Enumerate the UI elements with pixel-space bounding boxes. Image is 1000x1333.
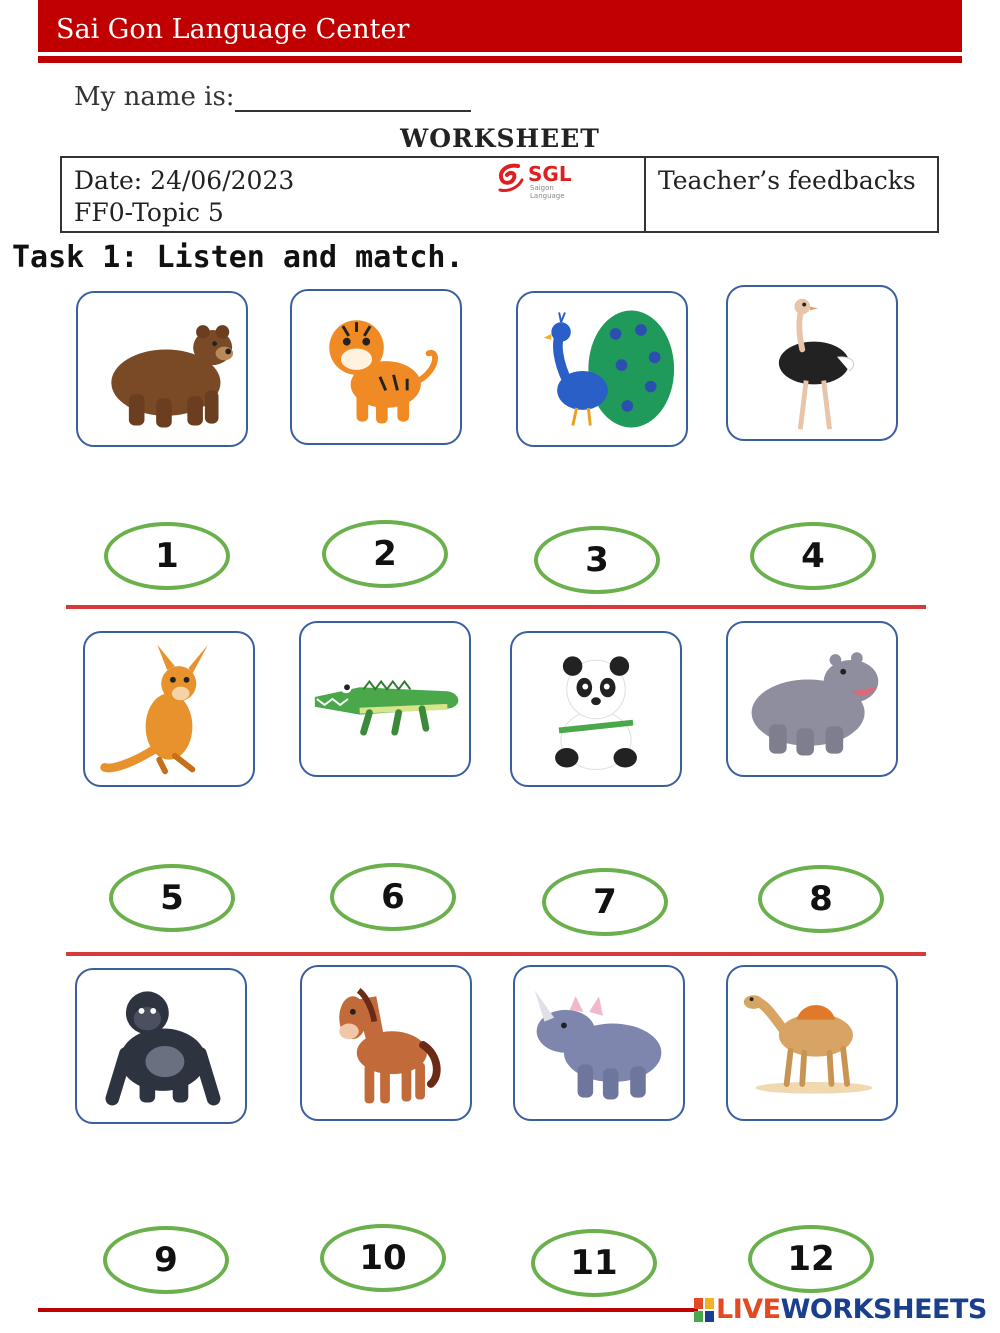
sgl-swirl-icon bbox=[494, 162, 528, 194]
row-divider bbox=[66, 605, 926, 609]
info-table bbox=[60, 156, 939, 233]
card-gorilla[interactable] bbox=[75, 968, 247, 1124]
card-kangaroo[interactable] bbox=[83, 631, 255, 787]
name-blank-line[interactable] bbox=[235, 88, 471, 112]
card-crocodile[interactable] bbox=[299, 621, 471, 777]
camel-icon bbox=[728, 967, 896, 1119]
logo-subtext: Saigon Language bbox=[530, 184, 565, 200]
logo-live-text: LIVE bbox=[716, 1294, 781, 1325]
name-prompt: My name is: bbox=[74, 82, 235, 112]
number-oval[interactable] bbox=[531, 1229, 657, 1297]
card-rhino[interactable] bbox=[513, 965, 685, 1121]
number-oval[interactable] bbox=[104, 522, 230, 590]
number-oval[interactable] bbox=[750, 522, 876, 590]
gorilla-icon bbox=[77, 970, 245, 1122]
date-text: Date: 24/06/2023 bbox=[74, 166, 295, 195]
peacock-icon bbox=[518, 293, 686, 445]
oval-number: 4 bbox=[801, 536, 825, 576]
row-divider bbox=[66, 952, 926, 956]
card-ostrich[interactable] bbox=[726, 285, 898, 441]
number-oval[interactable] bbox=[758, 865, 884, 933]
name-row bbox=[74, 82, 471, 112]
card-tiger[interactable] bbox=[290, 289, 462, 445]
number-oval[interactable] bbox=[534, 526, 660, 594]
card-panda[interactable] bbox=[510, 631, 682, 787]
sgl-logo bbox=[494, 162, 590, 200]
oval-number: 11 bbox=[570, 1243, 618, 1283]
oval-number: 10 bbox=[359, 1238, 407, 1278]
bear-icon bbox=[78, 293, 246, 445]
oval-number: 8 bbox=[809, 879, 833, 919]
task-heading: Task 1: Listen and match. bbox=[12, 240, 464, 275]
oval-number: 6 bbox=[381, 877, 405, 917]
number-oval[interactable] bbox=[320, 1224, 446, 1292]
logo-text: SGL bbox=[528, 162, 572, 186]
oval-number: 3 bbox=[585, 540, 609, 580]
number-oval[interactable] bbox=[748, 1225, 874, 1293]
card-horse[interactable] bbox=[300, 965, 472, 1121]
header-underline bbox=[38, 56, 962, 63]
card-peacock[interactable] bbox=[516, 291, 688, 447]
kangaroo-icon bbox=[85, 633, 253, 785]
oval-number: 2 bbox=[373, 534, 397, 574]
topic-text: FF0-Topic 5 bbox=[74, 198, 224, 227]
logo-worksheets-text: WORKSHEETS bbox=[780, 1294, 987, 1325]
number-oval[interactable] bbox=[542, 868, 668, 936]
liveworksheets-mark-icon bbox=[694, 1298, 714, 1322]
ostrich-icon bbox=[728, 287, 896, 439]
oval-number: 5 bbox=[160, 878, 184, 918]
number-oval[interactable] bbox=[103, 1226, 229, 1294]
worksheet-title: WORKSHEET bbox=[400, 124, 600, 153]
hippo-icon bbox=[728, 623, 896, 775]
center-name: Sai Gon Language Center bbox=[56, 14, 410, 45]
tiger-icon bbox=[292, 291, 460, 443]
card-hippo[interactable] bbox=[726, 621, 898, 777]
oval-number: 9 bbox=[154, 1240, 178, 1280]
oval-number: 7 bbox=[593, 882, 617, 922]
liveworksheets-logo bbox=[694, 1294, 987, 1325]
card-camel[interactable] bbox=[726, 965, 898, 1121]
number-oval[interactable] bbox=[330, 863, 456, 931]
header-bar bbox=[38, 0, 962, 52]
horse-icon bbox=[302, 967, 470, 1119]
oval-number: 1 bbox=[155, 536, 179, 576]
footer-line bbox=[38, 1308, 698, 1312]
crocodile-icon bbox=[301, 623, 469, 775]
number-oval[interactable] bbox=[322, 520, 448, 588]
info-left-cell bbox=[62, 158, 646, 231]
oval-number: 12 bbox=[787, 1239, 835, 1279]
number-oval[interactable] bbox=[109, 864, 235, 932]
teacher-feedback-label: Teacher’s feedbacks bbox=[658, 166, 916, 195]
panda-icon bbox=[512, 633, 680, 785]
card-bear[interactable] bbox=[76, 291, 248, 447]
rhino-icon bbox=[515, 967, 683, 1119]
